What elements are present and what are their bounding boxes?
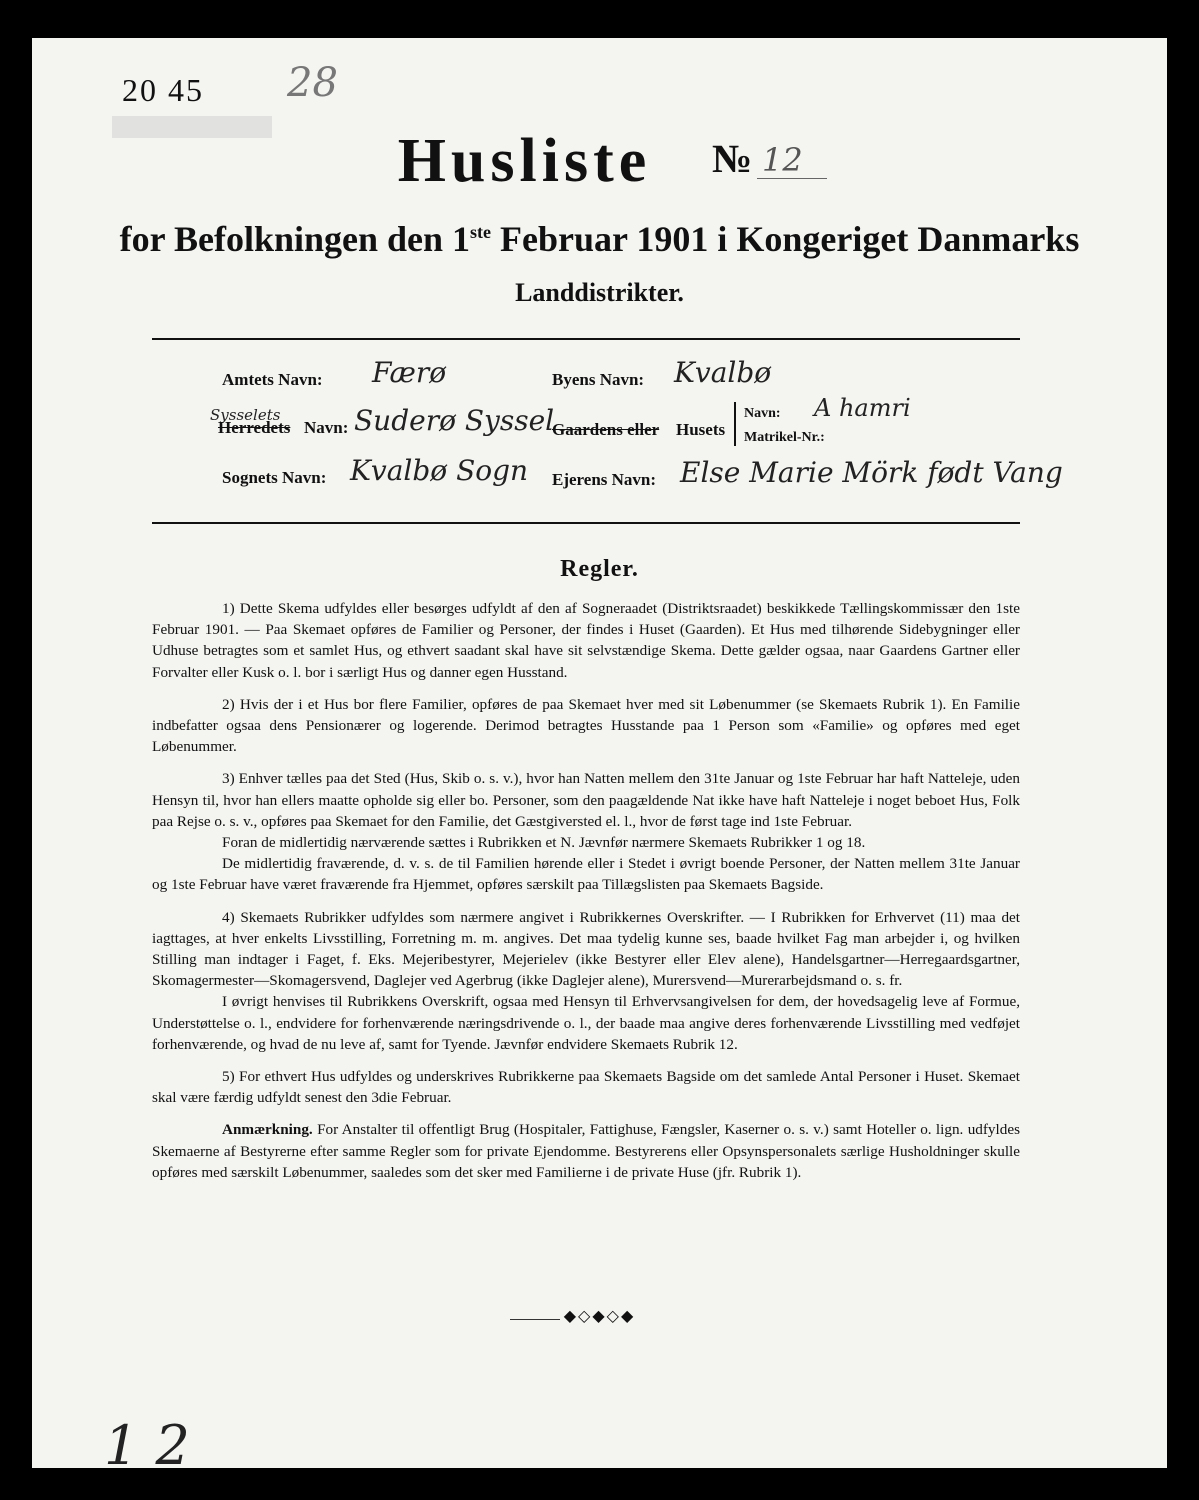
ornament-glyphs: ◆◇◆◇◆ (560, 1308, 640, 1325)
annotation-text: For Anstalter til offentligt Brug (Hospitaler, Fattighuse, Fængsler, Kaserner o. s. v.) samt Hoteller o. lign. udfyldes Skemaerne af Bestyrerne efter samme Regler som for private Ejendomme. Bestyrerens eller Opsynspersonalets særlige Husholdninger skulle opføres med særskilt Løbenummer, saaledes som det sker med Familierne i de private Huse (jfr. Rubrik 1). (152, 1121, 1020, 1181)
ejer-label: Ejerens Navn: (552, 470, 657, 489)
number-underline (757, 178, 827, 179)
annotation (152, 1119, 1020, 1183)
amt-value: Færø (372, 356, 447, 389)
rules-body (152, 598, 1020, 1194)
herred-label: Herredets (218, 418, 291, 437)
rule-1: 1) Dette Skema udfyldes eller besørges udfyldt af den af Sogneraadet (Distriktsraadet) beskikkede Tællingskommissær den 1ste Februar 1901. — Paa Skemaet opføres de Familier og Personer, der findes i Huset (Gaarden). Et Hus med tilhørende Sidebygninger eller Udhuse betragtes som et samlet Hus, og ethvert saadant skal have sit selvstændige Skema. Dette gælder ogsaa, naar Gaardens Gartner eller Forvalter eller Kusk o. l. bor i særligt Hus og danner egen Husstand. (152, 600, 1020, 681)
ornament (32, 1306, 1167, 1326)
navn-label: Navn: (744, 406, 781, 421)
rule-5: 5) For ethvert Hus udfyldes og underskrives Rubrikkerne paa Skemaets Bagside om det samlede Antal Personer i Huset. Skemaet skal være færdig udfyldt senest den 3die Februar. (152, 1068, 1020, 1107)
rule-3: 3) Enhver tælles paa det Sted (Hus, Skib o. s. v.), hvor han Natten mellem den 31te Januar og 1ste Februar har haft Natteleje, uden Hensyn til, hvor han ellers maatte opholde sig eller bo. Personer, som den paagældende Nat ikke have haft Natteleje i noget beboet Hus, Folk paa Rejse o. s. v., opføres paa Skemaet for den Familie, det Gæstgiversted el. l., hvor de først tage ind 1ste Februar. (152, 770, 1020, 830)
subtitle-sup: ste (470, 222, 492, 242)
rule-3b: Foran de midlertidig nærværende sættes i Rubrikken et N. Jævnfør nærmere Skemaets Rubrikker 1 og 18. (222, 834, 866, 852)
form-title (32, 126, 1167, 197)
form-subtitle (32, 218, 1167, 260)
handwritten-page-number: 1 2 (104, 1414, 190, 1477)
herred-correction: Sysselets (210, 406, 281, 424)
subtitle-pre: for Befolkningen den 1 (119, 219, 471, 259)
matrikel-label: Matrikel-Nr.: (744, 430, 825, 445)
archive-handwritten-mark: 28 (287, 60, 338, 106)
gaard-label: Gaardens eller (552, 420, 660, 439)
rule-3c: De midlertidig fraværende, d. v. s. de til Familien hørende eller i Stedet i øvrigt boende Personer, der Natten mellem 31te Januar og 1ste Februar have været fraværende fra Hjemmet, opføres særskilt paa Tillægslisten paa Skemaets Bagside. (152, 855, 1020, 894)
ejer-value: Else Marie Mörk født Vang (680, 456, 1063, 489)
rule-2: 2) Hvis der i et Hus bor flere Familier, opføres de paa Skemaet hver med sit Løbenummer (se Skemaets Rubrik 1). En Familie indbefatter ogsaa dens Pensionærer og logerende. Derimod betragtes Husstande paa 1 Person som «Familie» og opføres med eget Løbenummer. (152, 695, 1020, 756)
field-brace (734, 402, 736, 446)
herred-navn-label: Navn: (304, 418, 349, 437)
byens-label: Byens Navn: (552, 370, 645, 389)
rule-4b: I øvrigt henvises til Rubrikkens Overskrift, ogsaa med Hensyn til Erhvervsangivelsen for dem, der hovedsagelig leve af Formue, Understøttelse o. l., endvidere for forhenværende næringsdrivende o. l., der baade maa angive deres forhenværende Livsstilling med vedføjet forhenværende, og hvad de nu leve af, samt for Tyende. Jævnfør endvidere Skemaets Rubrik 12. (152, 993, 1020, 1053)
rules-heading: Regler. (560, 556, 639, 582)
annotation-label: Anmærkning. (222, 1121, 313, 1139)
rule-4: 4) Skemaets Rubrikker udfyldes som nærmere angivet i Rubrikkernes Overskrifter. — I Rubrikken for Erhvervet (11) maa det iagttages, at hver enkelts Livsstilling, Forretning m. m. angives. Det maa tydelig kunne ses, baade hvilket Fag man arbejder i, og hvilken Stilling man indtager i Faget, f. Eks. Mejeribestyrer, Mejerielev (ikke Bestyrer eller Elev alene), Handelsgartner—Herregaardsgartner, Skomagermester—Skomagersvend, Daglejer ved Agerbrug (ikke Daglejer alene), Murersvend—Murerarbejdsmand o. s. fr. (152, 908, 1020, 990)
navn-value: A hamri (814, 394, 911, 422)
title-text: Husliste (397, 127, 652, 195)
herred-value: Suderø Syssel (354, 404, 555, 437)
huset-label: Husets (676, 420, 726, 439)
census-form-page (32, 38, 1167, 1477)
district-heading: Landdistrikter. (515, 278, 684, 307)
number-sign: № (712, 136, 753, 181)
mid-divider (152, 522, 1020, 524)
byens-value: Kvalbø (674, 356, 772, 389)
list-number-value: 12 (762, 141, 803, 179)
subtitle-post: Februar 1901 i Kongeriget Danmarks (491, 219, 1080, 259)
sogn-value: Kvalbø Sogn (350, 454, 529, 487)
top-divider (152, 338, 1020, 340)
sogn-label: Sognets Navn: (222, 468, 327, 487)
amt-label: Amtets Navn: (222, 370, 323, 389)
archive-number: 20 45 (122, 72, 204, 108)
